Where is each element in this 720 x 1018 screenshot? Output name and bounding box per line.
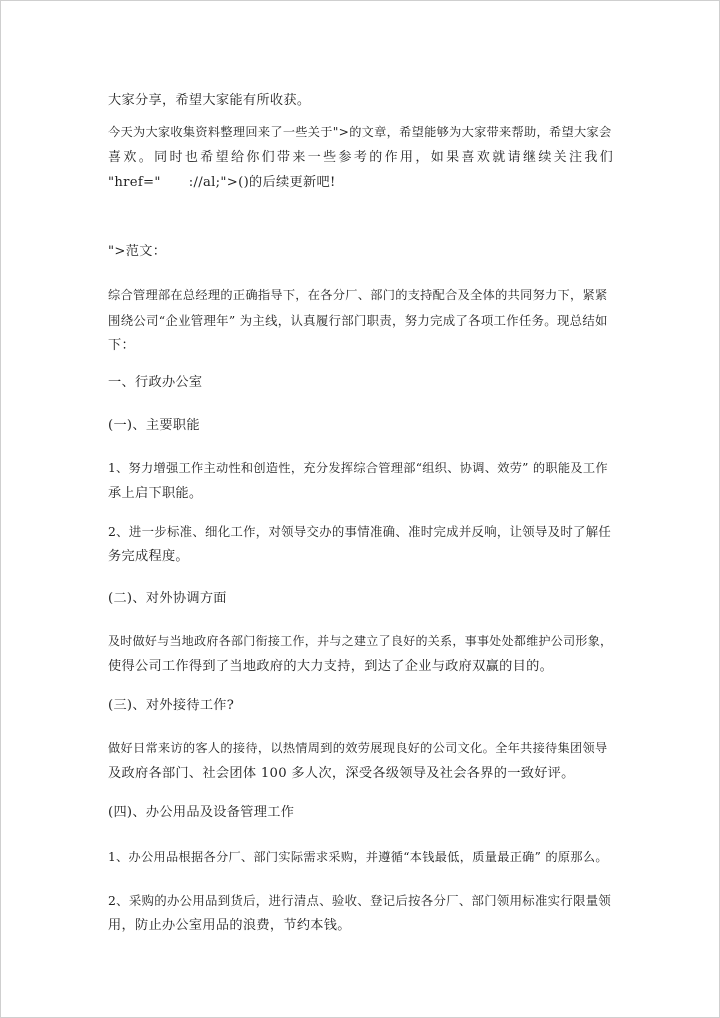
intro2-line-1: 今天为大家收集资料整理回来了一些关于">的文章，希望能够为大家带来帮助，希望大家会	[108, 125, 612, 139]
item-2-line-1: 2、进一步标准、细化工作，对领导交办的事情准确、准时完成并反响，让领导及时了解任	[108, 524, 612, 539]
supply-item-2-line-1: 2、采购的办公用品到货后，进行清点、验收、登记后按各分厂、部门领用标准实行限量领	[108, 893, 612, 908]
intro-text: 大家分享，希望大家能有所收获。	[108, 93, 311, 108]
supply-item-2-line-2: 用，防止办公室用品的浪费，节约本钱。	[108, 918, 351, 933]
url-fragment: ://al;">()的后续更新吧!	[188, 175, 336, 190]
supply-item-1-text: 1、办公用品根据各分厂、部门实际需求采购，并遵循“本钱最低，质量最正确” 的原那么。	[108, 850, 608, 864]
reception-line-1: 做好日常来访的客人的接待，以热情周到的效劳展现良好的公司文化。全年共接待集团领导	[108, 741, 608, 755]
subheading-3	[108, 693, 615, 718]
item-1-line-2: 承上启下职能。	[108, 486, 203, 501]
subheading-4	[108, 800, 615, 825]
coordination-paragraph	[108, 629, 615, 679]
subheading-1	[108, 413, 615, 438]
fanwen-heading	[108, 239, 615, 264]
item-1-line-1: 1、努力增强工作主动性和创造性，充分发挥综合管理部“组织、协调、效劳” 的职能及工作	[108, 461, 608, 475]
section-heading-1	[108, 370, 615, 395]
item-1-paragraph	[108, 456, 615, 506]
summary-line-3: 下：	[108, 338, 135, 353]
summary-line-1: 综合管理部在总经理的正确指导下，在各分厂、部门的支持配合及全体的共同努力下，紧紧	[108, 288, 608, 302]
fanwen-text: ">范文：	[108, 244, 167, 259]
reception-line-2: 及政府各部门、社会团体 100 多人次，深受各级领导及社会各界的一致好评。	[108, 766, 575, 781]
subheading-2	[108, 586, 615, 611]
item-2-line-2: 务完成程度。	[108, 549, 189, 564]
reception-paragraph	[108, 736, 615, 786]
summary-paragraph	[108, 283, 615, 358]
intro2-line-2: 喜欢。同时也希望给你们带来一些参考的作用，如果喜欢就请继续关注我们	[108, 150, 615, 165]
subheading-3-title: (三)、对外接待工作?	[108, 698, 235, 713]
subheading-2-title: (二)、对外协调方面	[108, 591, 227, 606]
supply-item-2	[108, 888, 615, 938]
summary-line-2: 围绕公司“企业管理年” 为主线，认真履行部门职责，努力完成了各项工作任务。现总结如	[108, 313, 608, 328]
intro2-line-3	[108, 170, 615, 195]
coordination-line-2: 使得公司工作得到了当地政府的大力支持，到达了企业与政府双赢的目的。	[108, 659, 554, 674]
coordination-line-1: 及时做好与当地政府各部门衔接工作，并与之建立了良好的关系，事事处处都维护公司形象，	[108, 634, 613, 648]
intro2-paragraph	[108, 120, 615, 195]
intro-paragraph	[108, 88, 615, 113]
href-fragment: "href="	[108, 175, 161, 190]
section-1-title: 一、行政办公室	[108, 375, 203, 390]
supply-item-1	[108, 845, 615, 870]
subheading-4-title: (四)、办公用品及设备管理工作	[108, 805, 295, 820]
item-2-paragraph	[108, 519, 615, 569]
subheading-1-title: (一)、主要职能	[108, 418, 200, 433]
